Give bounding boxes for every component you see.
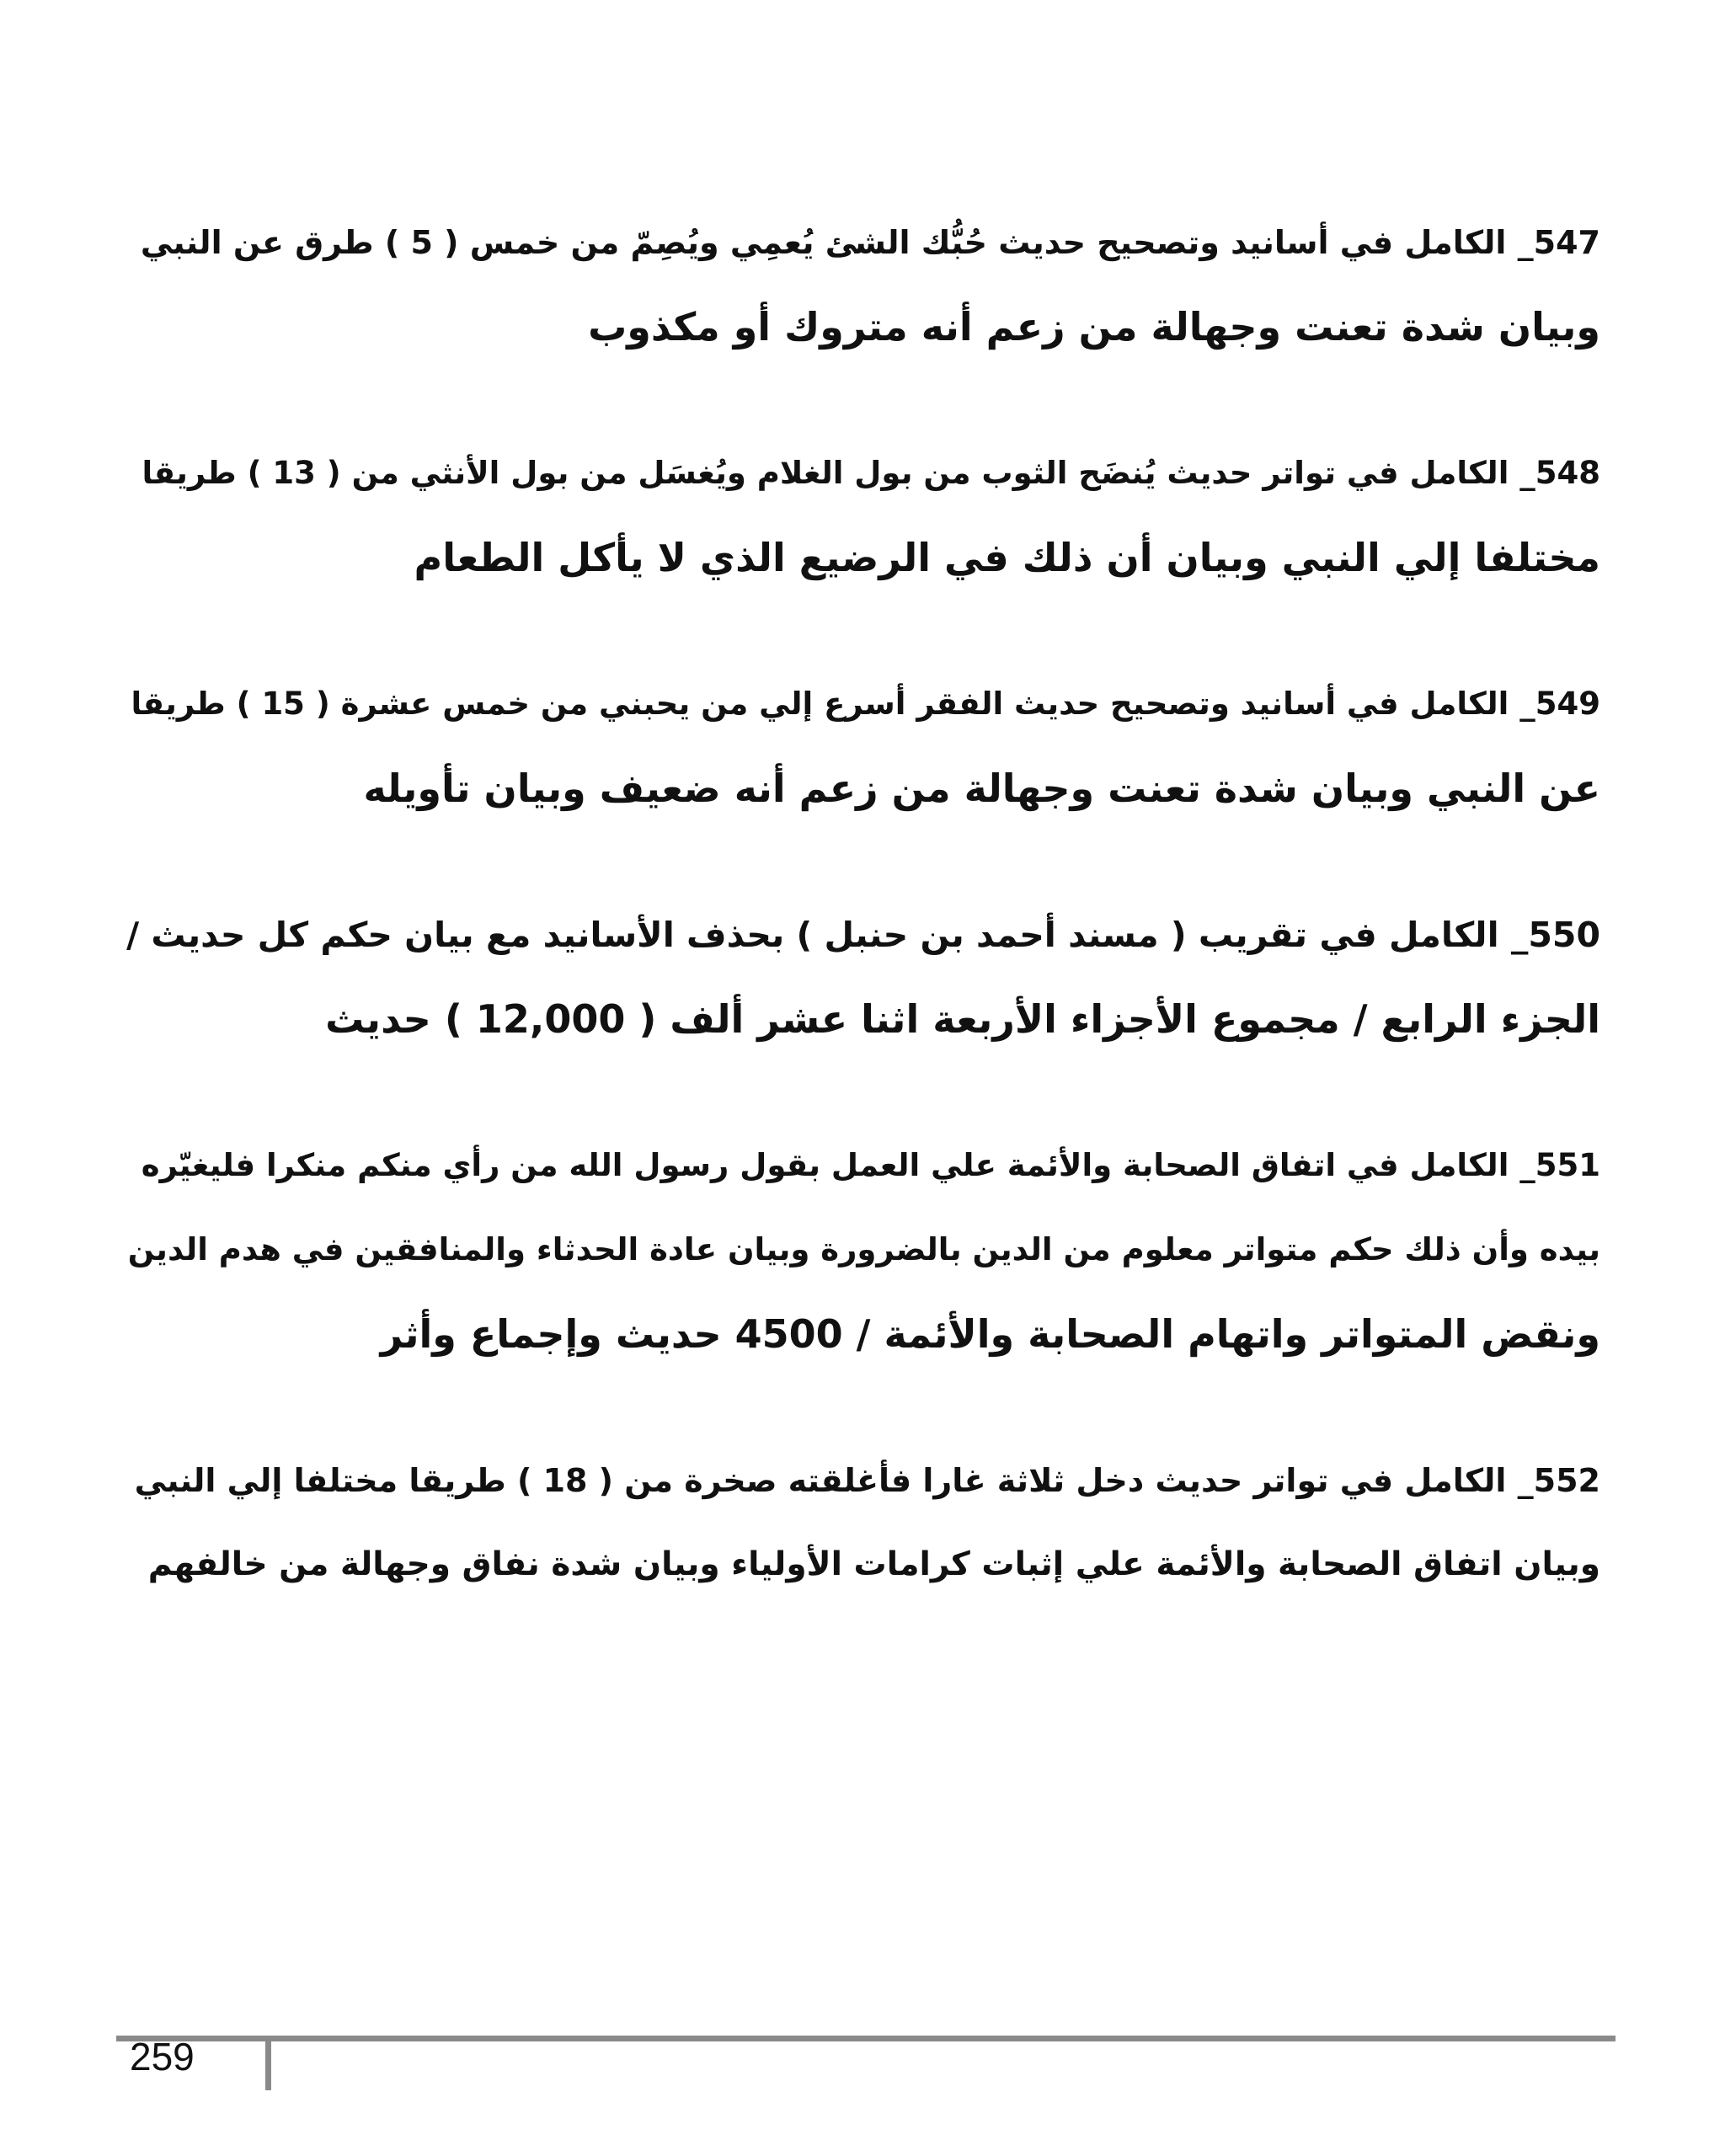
entry-549 — [118, 662, 1600, 830]
entry-line: الجزء الرابع / مجموع الأجزاء الأربعة اثنا عشر ألف ( 12,000 ) حديث — [325, 996, 1600, 1042]
entry-line: ونقض المتواتر واتهام الصحابة والأئمة / 4500 حديث وإجماع وأثر — [380, 1311, 1600, 1357]
entry-line: 549_ الكامل في أسانيد وتصحيح حديث الفقر أسرع إلي من يحبني من خمس عشرة ( 15 ) طريقا — [131, 686, 1600, 722]
entry-line: 548_ الكامل في تواتر حديث يُنضَح الثوب من بول الغلام ويُغسَل من بول الأنثي من ( 13 ) طريقا — [142, 455, 1600, 491]
entry-line: وبيان شدة تعنت وجهالة من زعم أنه متروك أو مكذوب — [588, 304, 1600, 350]
entry-548 — [118, 431, 1600, 600]
entry-line: 552_ الكامل في تواتر حديث دخل ثلاثة غارا فأغلقته صخرة من ( 18 ) طريقا مختلفا إلي النبي — [134, 1462, 1600, 1499]
entry-line: مختلفا إلي النبي وبيان أن ذلك في الرضيع الذي لا يأكل الطعام — [414, 535, 1600, 580]
footer-divider-tick — [265, 2038, 271, 2090]
entry-line: 551_ الكامل في اتفاق الصحابة والأئمة علي العمل بقول رسول الله من رأي منكم منكرا فليغيّره — [141, 1147, 1600, 1183]
entry-line: وبيان اتفاق الصحابة والأئمة علي إثبات كرامات الأولياء وبيان شدة نفاق وجهالة من خالفهم — [147, 1545, 1600, 1583]
entry-line: 547_ الكامل في أسانيد وتصحيح حديث حُبُّك الشئ يُعمِي ويُصِمّ من خمس ( 5 ) طرق عن النبي — [140, 224, 1600, 261]
entry-551 — [118, 1123, 1600, 1376]
entry-list — [118, 200, 1600, 1669]
entry-line: بيده وأن ذلك حكم متواتر معلوم من الدين بالضرورة وبيان عادة الحدثاء والمنافقين في هدم الدين — [127, 1231, 1600, 1267]
entry-line: عن النبي وبيان شدة تعنت وجهالة من زعم أنه ضعيف وبيان تأويله — [363, 766, 1600, 811]
entry-550 — [118, 893, 1600, 1061]
entry-547 — [118, 200, 1600, 369]
entry-552 — [118, 1438, 1600, 1607]
footer-rule — [116, 2036, 1616, 2041]
page-number: 259 — [130, 2035, 195, 2079]
entry-line: 550_ الكامل في تقريب ( مسند أحمد بن حنبل ) بحذف الأسانيد مع بيان حكم كل حديث / — [126, 915, 1600, 955]
